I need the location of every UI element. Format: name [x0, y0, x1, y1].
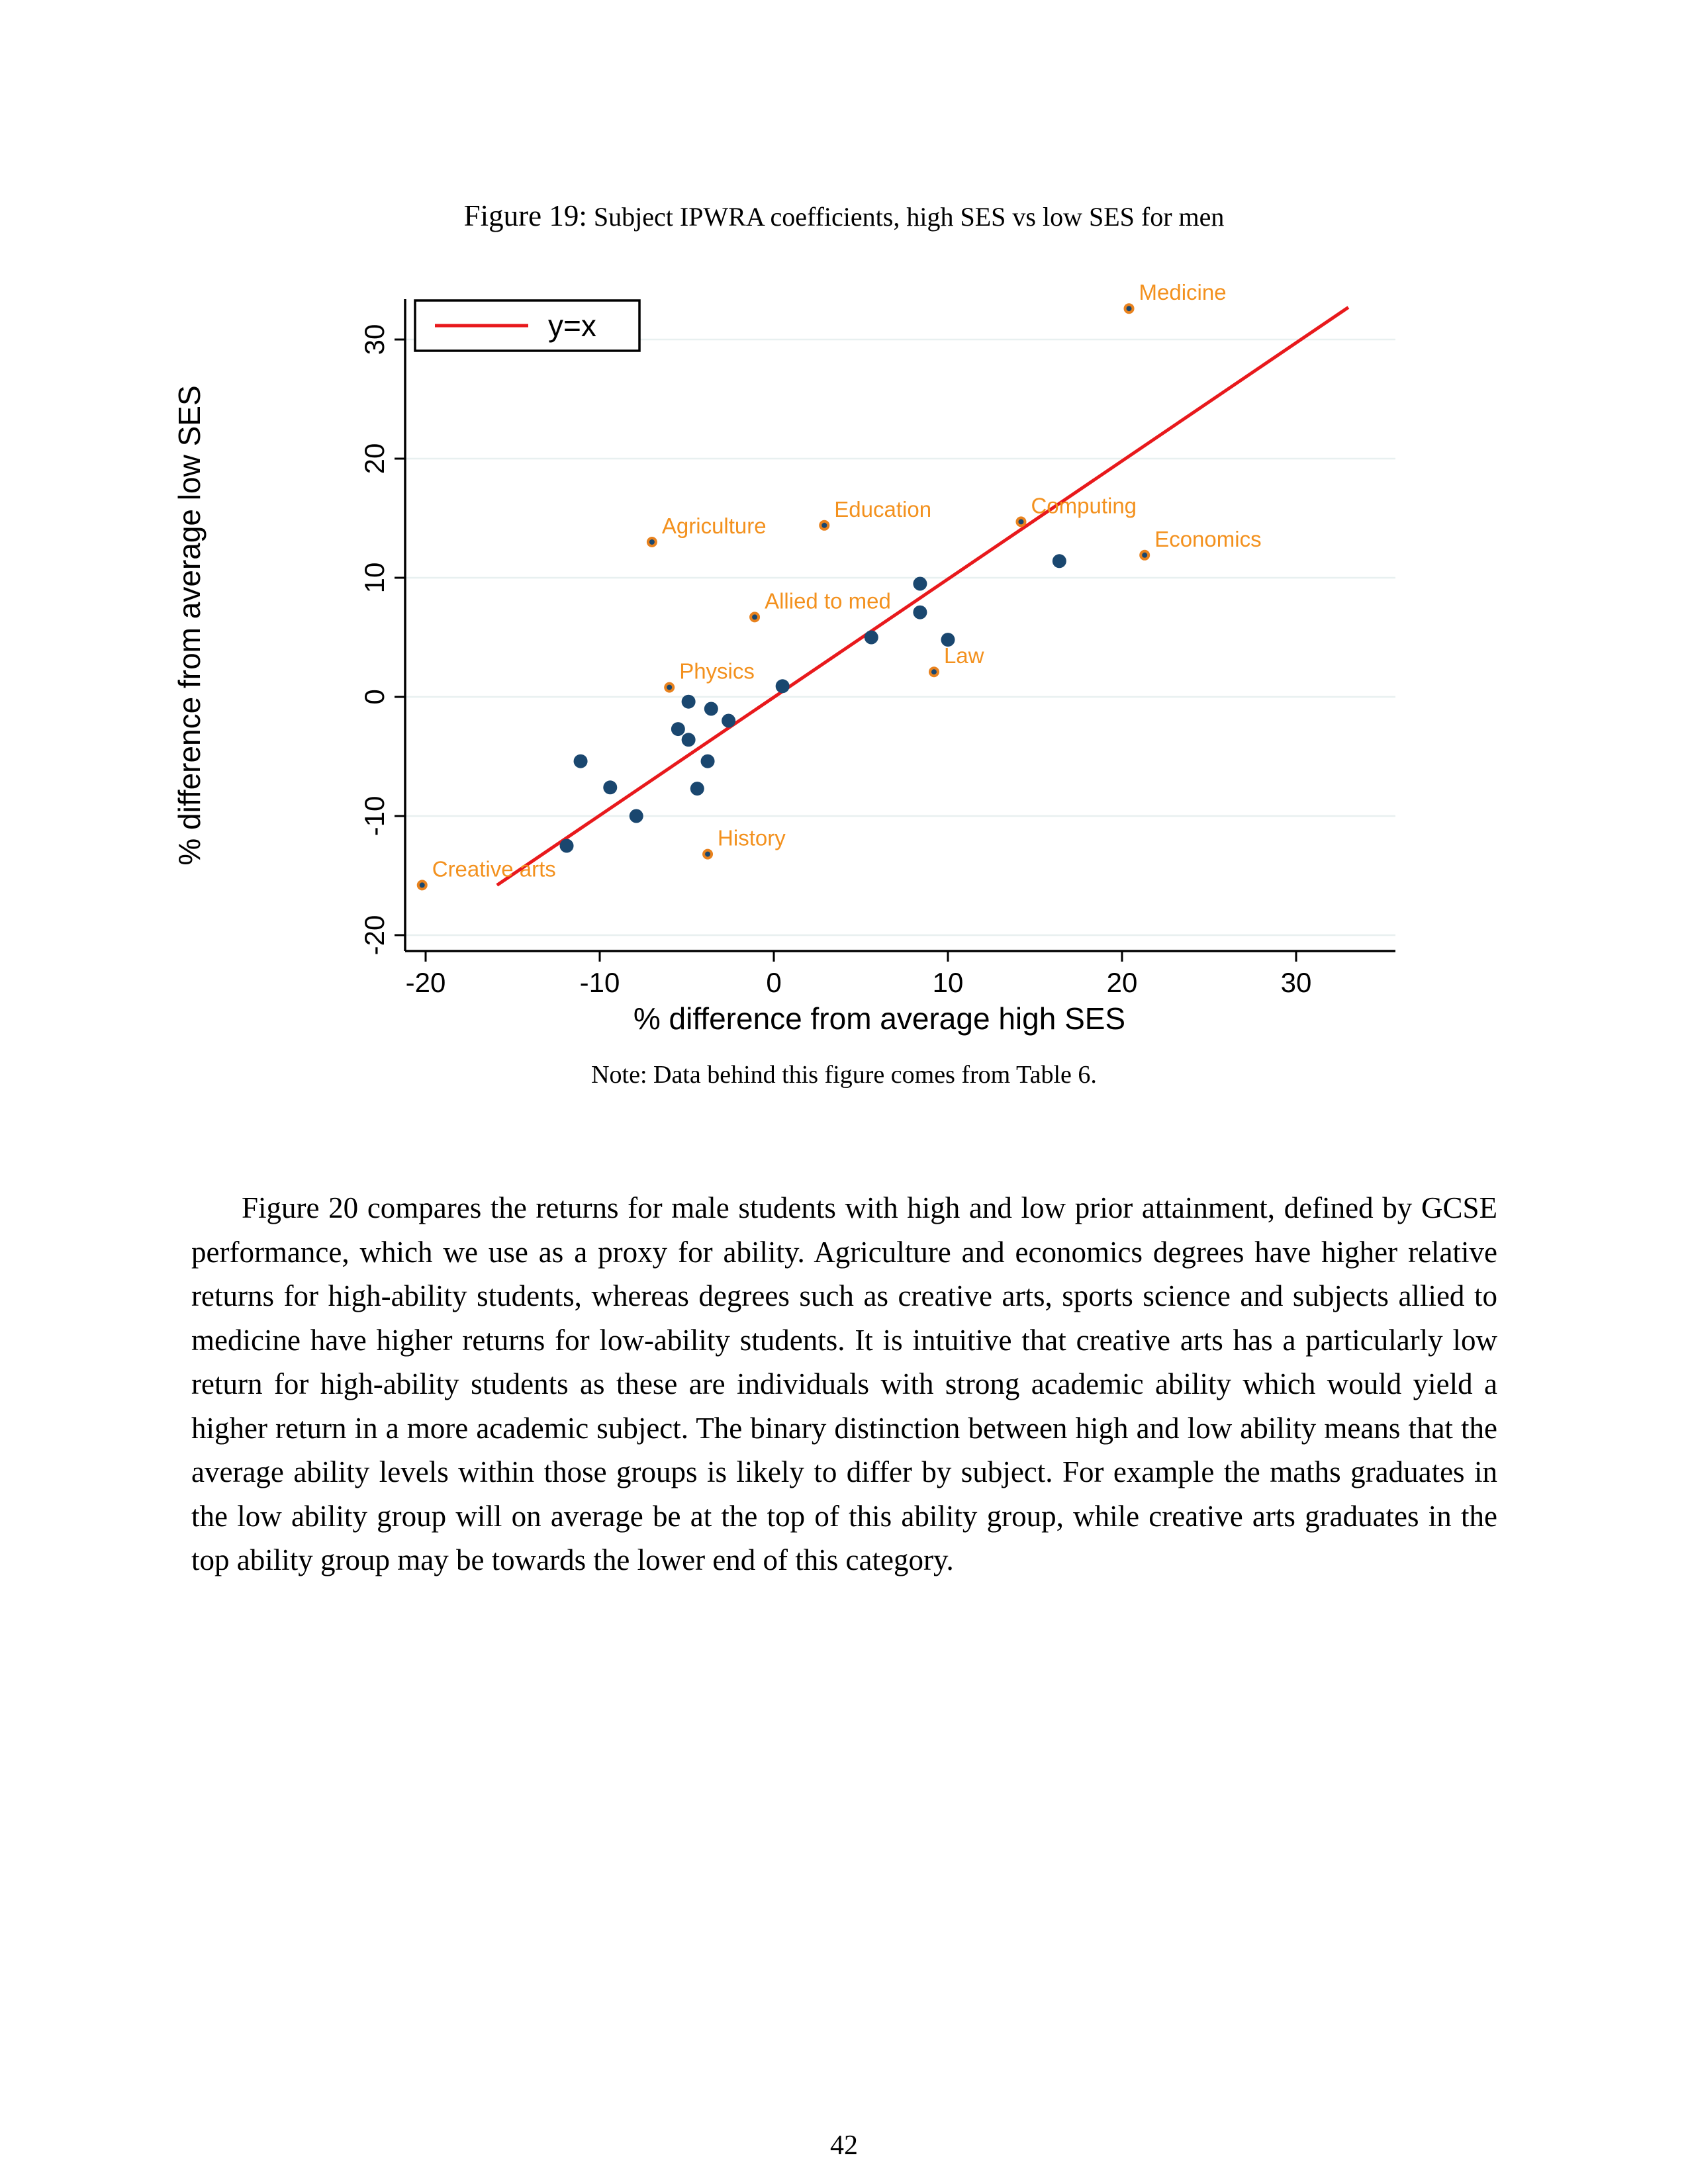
- x-tick-label: -20: [405, 967, 446, 998]
- x-tick-label: 20: [1106, 967, 1138, 998]
- x-axis-title: % difference from average high SES: [633, 1001, 1126, 1036]
- figure-scatter-chart: [0, 0, 1688, 1059]
- x-tick-label: 10: [932, 967, 964, 998]
- data-point: [913, 606, 927, 619]
- data-point: [1053, 554, 1066, 568]
- data-point: [649, 539, 655, 545]
- data-point: [667, 685, 672, 690]
- data-point-label: Creative arts: [432, 856, 556, 882]
- data-point-label: Physics: [679, 659, 755, 684]
- y-equals-x-line: [497, 307, 1348, 885]
- y-tick-label: 30: [359, 324, 390, 355]
- data-point: [704, 702, 718, 716]
- data-point-label: Economics: [1154, 526, 1262, 551]
- y-tick-label: 10: [359, 562, 390, 594]
- data-point: [752, 614, 757, 619]
- figure-number-label: Figure 19:: [463, 199, 587, 232]
- data-point-label: History: [718, 825, 786, 850]
- y-axis-title: % difference from average low SES: [172, 385, 207, 866]
- data-point: [630, 809, 643, 823]
- body-paragraph: Figure 20 compares the returns for male students with high and low prior attainment, defined by GCSE performance, which we use as a proxy for ability. Agriculture and economics degrees have higher relative returns for high-ability students, whereas degrees such as creative arts, sports science and subjects allied to medicine have higher returns for low-ability students. It is intuitive that creative arts has a particularly low return for high-ability students as these are individuals with strong academic ability which would yield a higher return in a more academic subject. The binary distinction between high and low ability means that the average ability levels within those groups is likely to differ by subject. For example the maths graduates in the low ability group will on average be at the top of this ability group, while creative arts graduates in the top ability group may be towards the lower end of this category.: [191, 1191, 1497, 1576]
- data-point: [865, 631, 878, 645]
- legend-label: y=x: [548, 308, 596, 343]
- data-point: [931, 669, 937, 674]
- figure-caption: Subject IPWRA coefficients, high SES vs low SES for men: [586, 202, 1225, 232]
- y-tick-label: -20: [359, 915, 390, 956]
- data-point: [701, 754, 715, 768]
- data-point: [821, 523, 827, 528]
- data-point-label: Law: [943, 643, 984, 668]
- data-point: [1142, 553, 1147, 558]
- data-point: [1127, 306, 1132, 311]
- data-point: [913, 577, 927, 591]
- data-point: [682, 733, 696, 747]
- data-point: [776, 679, 790, 693]
- data-point-label: Allied to med: [765, 588, 891, 614]
- data-point: [722, 714, 735, 728]
- data-point: [671, 722, 685, 736]
- x-tick-label: 30: [1280, 967, 1312, 998]
- figure-note: Note: Data behind this figure comes from Table 6.: [591, 1061, 1097, 1089]
- data-point: [574, 754, 588, 768]
- x-tick-label: -10: [579, 967, 620, 998]
- y-tick-label: 20: [359, 443, 390, 475]
- data-point-label: Medicine: [1139, 280, 1227, 305]
- data-point-label: Computing: [1031, 493, 1137, 518]
- data-point: [560, 839, 574, 853]
- data-point: [1018, 519, 1023, 524]
- page-number: 42: [830, 2130, 858, 2161]
- data-point: [420, 882, 425, 887]
- y-tick-label: -10: [359, 796, 390, 837]
- y-tick-label: 0: [359, 689, 390, 705]
- data-point-label: Agriculture: [661, 514, 767, 538]
- data-point: [705, 852, 710, 857]
- data-point: [690, 782, 704, 796]
- data-point: [682, 695, 696, 709]
- x-tick-label: 0: [766, 967, 782, 998]
- data-point: [603, 780, 617, 794]
- data-point-label: Education: [834, 496, 932, 522]
